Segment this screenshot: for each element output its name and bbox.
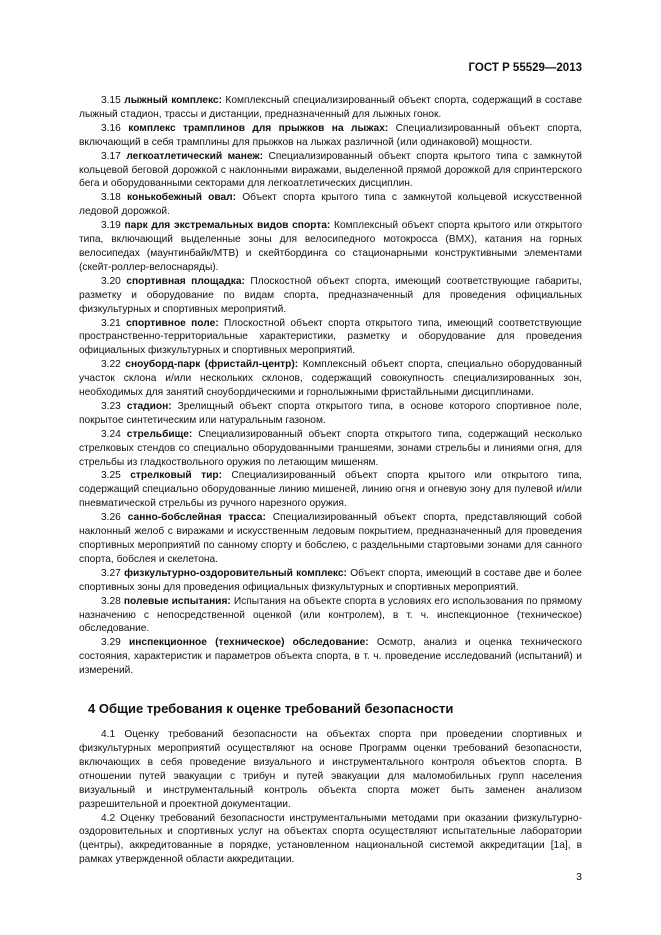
definition-term: стрельбище: [126, 428, 193, 440]
definition-number: 3.27 [101, 567, 121, 579]
definition-term: парк для экстремальных видов спорта: [124, 220, 331, 232]
definition-text: Объект спорта крытого типа с замкнутой кольцевой искусственной ледовой дорожкой. [79, 192, 582, 218]
definition-number: 3.29 [101, 637, 121, 649]
definition-number: 3.24 [101, 428, 121, 440]
definition-term: сноуборд-парк (фристайл-центр): [125, 359, 299, 371]
definition-term: санно-бобслейная трасса: [127, 512, 266, 524]
definition-text: Специализированный объект спорта, включающий в себя трамплины для прыжков на лыжах различной (или одинаковой) мощности. [79, 122, 582, 148]
definition-term: конькобежный овал: [127, 192, 237, 204]
definition-item [79, 275, 582, 317]
definition-item [79, 567, 582, 595]
definition-text: Комплексный объект спорта крытого или открытого типа, включающий выделенные зоны для велосипедного мотокросса (BMX), катания на горных велосипедах (маунтинбайк/МТВ) и скейтбординга со стационарными конструктивными элементами (скейт-роллер-велоснаряды). [79, 220, 582, 273]
definition-number: 3.22 [101, 359, 121, 371]
definition-item [79, 94, 582, 122]
definition-number: 3.28 [101, 595, 121, 607]
definition-number: 3.21 [101, 317, 121, 329]
definition-text: Плоскостной объект спорта открытого типа, имеющий соответствующие пространственно-территориальные характеристики, разметку и оборудование для проведения официальных физкультурных и спортивных мероприятий. [79, 317, 582, 357]
definition-text: Комплексный специализированный объект спорта, содержащий в составе лыжный стадион, трассы и дистанции, предназначенный для лыжных гонок. [79, 95, 582, 120]
definition-item [79, 317, 582, 359]
definition-term: физкультурно-оздоровительный комплекс: [124, 567, 347, 579]
section-paragraph: 4.2 Оценку требований безопасности инструментальными методами при оказании физкультурно-оздоровительных и спортивных услуг на объектах спорта осуществляют испытательные лаборатории (центры), аккредитованные в порядке, установленном национальной системой аккредитации [1а], в рамках утвержденной области аккредитации. [79, 812, 582, 866]
definition-number: 3.20 [101, 275, 121, 287]
definition-item [79, 511, 582, 567]
definition-item [79, 122, 582, 150]
definition-text: Специализированный объект спорта крытого типа с замкнутой кольцевой беговой дорожкой с наклонными виражами, выделенной прямой дорожкой для спринтерского бега и оборудованными секторами для легкоатлетических дисциплин. [79, 150, 582, 190]
definition-number: 3.18 [101, 192, 121, 204]
definition-text: Комплексный объект спорта, специально оборудованный участок склона и/или нескольких склонов, содержащий совокупность специализированных зон, необходимых для занятий сноубордическими и горнолыжными фристайльными дисциплинами. [79, 359, 582, 399]
definition-item [79, 150, 582, 192]
definition-text: Специализированный объект спорта, представляющий собой наклонный желоб с виражами и искусственным ледовым покрытием, предназначенный для проведения спортивных мероприятий по санному спорту и бобслею, с раздельными стартовыми зонами для санного спорта, бобслея и скелетона. [79, 512, 582, 565]
definition-item [79, 358, 582, 400]
definition-item [79, 428, 582, 470]
definition-text: Зрелищный объект спорта открытого типа, в основе которого спортивное поле, покрытое синтетическим или натуральным газоном. [79, 400, 582, 426]
definition-text: Плоскостной объект спорта, имеющий соответствующие габариты, разметку и оборудование по видам спорта, предназначенный для проведения официальных физкультурных и спортивных мероприятий. [79, 275, 582, 315]
definition-item [79, 400, 582, 428]
definition-item [79, 636, 582, 678]
definition-term: полевые испытания: [123, 595, 231, 607]
definition-number: 3.25 [101, 470, 121, 482]
definition-text: Специализированный объект спорта крытого или открытого типа, содержащий специально оборудованные линию мишеней, линию огня и огневую зону для пулевой и/или пневматической стрельбы из ручного нарезного оружия. [79, 470, 582, 510]
definition-item [79, 191, 582, 219]
definition-term: лыжный комплекс: [124, 95, 222, 106]
standard-code: ГОСТ Р 55529—2013 [468, 62, 582, 74]
definitions-list [79, 94, 582, 678]
page-number: 3 [576, 871, 582, 884]
definition-term: спортивное поле: [126, 317, 219, 329]
definition-term: стадион: [126, 400, 172, 412]
page-content [79, 94, 582, 867]
definition-text: Испытания на объекте спорта в условиях его использования по прямому назначению с непосредственной оценкой (или контролем), в т. ч. инспекционное (техническое) обследование. [79, 595, 582, 635]
section-heading: 4 Общие требования к оценке требований безопасности [88, 701, 454, 717]
definition-text: Объект спорта, имеющий в составе две и более спортивных зоны для проведения официальных физкультурных и спортивных мероприятий. [79, 567, 582, 593]
definition-text: Специализированный объект спорта открытого типа, содержащий несколько стрелковых стендов со специально оборудованными траншеями, зонами стрельбы и линиями огня, для стрельбы из гладкоствольного оружия по летающим мишеням. [79, 428, 582, 468]
definition-term: комплекс трамплинов для прыжков на лыжах: [128, 122, 389, 134]
definition-number: 3.19 [101, 220, 121, 232]
section-paragraph: 4.1 Оценку требований безопасности на объектах спорта при проведении спортивных и физкультурных мероприятий осуществляют на основе Программ оценки требований безопасности, включающих в себя проведение визуального и инструментального контроля объектов спорта. В отношении путей эвакуации с трибун и путей эвакуации для маломобильных групп населения визуальный и инструментальный контроль объекта спорта может быть заменен анализом разрешительной и проектной документации. [79, 729, 582, 810]
definition-number: 3.17 [101, 150, 121, 162]
definition-term: стрелковый тир: [130, 470, 222, 482]
definition-number: 3.15 [101, 95, 121, 106]
definition-item [79, 595, 582, 637]
definition-term: инспекционное (техническое) обследование: [129, 637, 369, 649]
definition-term: легкоатлетический манеж: [126, 150, 263, 162]
definition-term: спортивная площадка: [126, 275, 245, 287]
definition-number: 3.23 [101, 400, 121, 412]
definition-number: 3.16 [101, 122, 121, 134]
definition-number: 3.26 [101, 512, 121, 524]
definition-item [79, 219, 582, 275]
definition-item [79, 469, 582, 511]
definition-text: Осмотр, анализ и оценка технического состояния, характеристик и параметров объекта спорта, в т. ч. проведение исследований (испытаний) и измерений. [79, 637, 582, 677]
